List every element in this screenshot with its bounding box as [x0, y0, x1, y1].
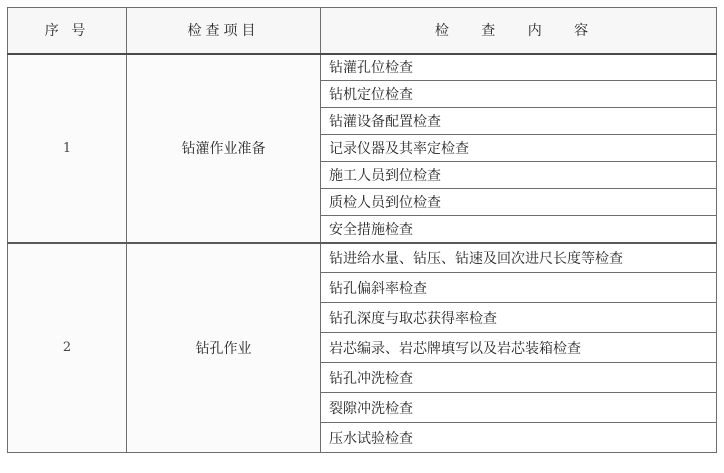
- table-row: [8, 243, 717, 273]
- content-cell: 钻孔冲洗检查: [321, 363, 717, 393]
- content-cell: 安全措施检查: [321, 216, 717, 243]
- header-content: 检 查 内 容: [321, 8, 717, 54]
- table-header: [8, 8, 717, 54]
- header-item: 检查项目: [127, 8, 321, 54]
- content-cell: 记录仪器及其率定检查: [321, 135, 717, 162]
- group-item: 钻灌作业准备: [127, 54, 321, 243]
- group-item: 钻孔作业: [127, 243, 321, 453]
- content-cell: 钻机定位检查: [321, 81, 717, 108]
- table-row: [8, 54, 717, 81]
- content-cell: 压水试验检查: [321, 423, 717, 453]
- table-body: [8, 54, 717, 453]
- content-cell: 钻孔深度与取芯获得率检查: [321, 303, 717, 333]
- content-cell: 钻灌孔位检查: [321, 54, 717, 81]
- header-number: 序 号: [8, 8, 127, 54]
- content-cell: 质检人员到位检查: [321, 189, 717, 216]
- content-cell: 钻孔偏斜率检查: [321, 273, 717, 303]
- content-cell: 钻进给水量、钻压、钻速及回次进尺长度等检查: [321, 243, 717, 273]
- content-cell: 施工人员到位检查: [321, 162, 717, 189]
- header-row: [8, 8, 717, 54]
- inspection-table: [7, 7, 717, 453]
- group-number: 1: [8, 54, 127, 243]
- content-cell: 岩芯编录、岩芯牌填写以及岩芯装箱检查: [321, 333, 717, 363]
- content-cell: 裂隙冲洗检查: [321, 393, 717, 423]
- content-cell: 钻灌设备配置检查: [321, 108, 717, 135]
- group-number: 2: [8, 243, 127, 453]
